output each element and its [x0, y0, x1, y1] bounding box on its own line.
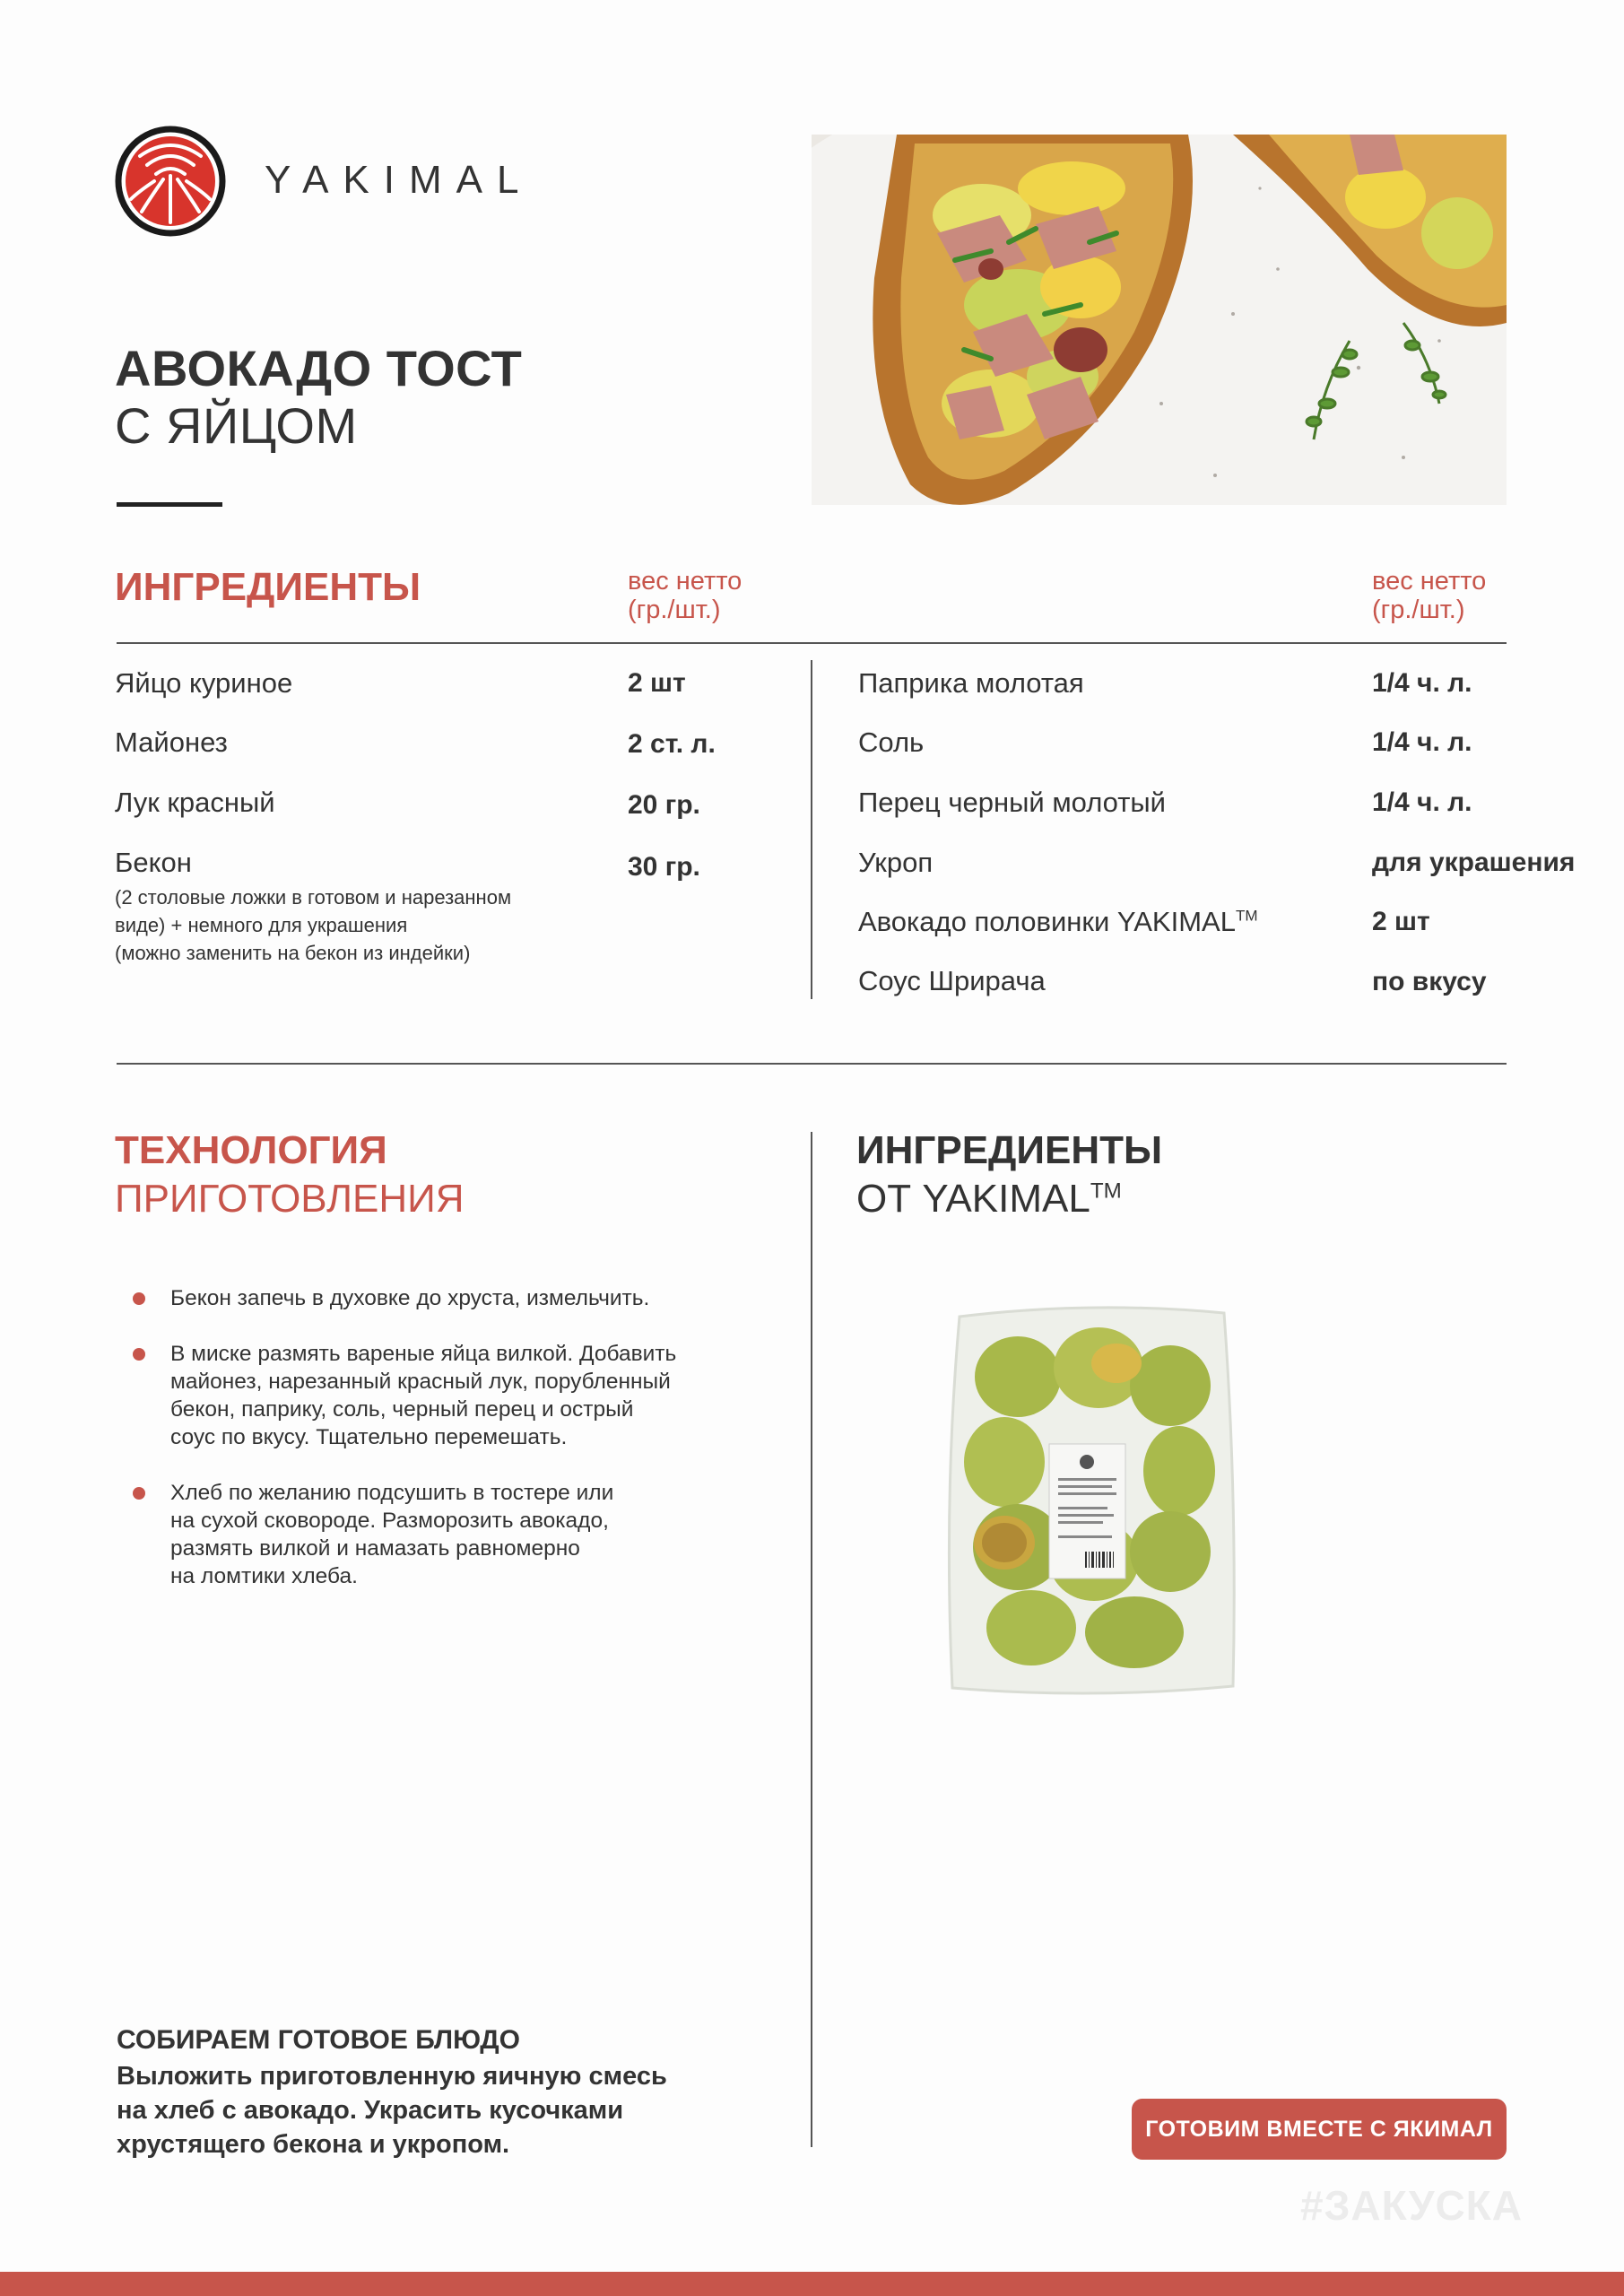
bullet-dot-icon — [133, 1292, 145, 1305]
ingredient-name: Яйцо куриное — [115, 667, 293, 699]
yakimal-logo-icon — [115, 126, 226, 237]
weight-header-right — [1372, 567, 1486, 624]
section-divider — [117, 1063, 1507, 1065]
steps-list — [133, 1284, 743, 1618]
step-line: бекон, паприку, соль, черный перец и острый — [170, 1397, 634, 1422]
step-item — [133, 1340, 743, 1451]
step-item — [133, 1479, 743, 1590]
cook-together-button[interactable]: ГОТОВИМ ВМЕСТЕ С ЯКИМАЛ — [1132, 2099, 1507, 2160]
avocado-package-photo — [942, 1300, 1242, 1700]
step-line: на сухой сковороде. Разморозить авокадо, — [170, 1509, 609, 1533]
bullet-dot-icon — [133, 1348, 145, 1361]
technology-heading: ТЕХНОЛОГИЯ — [115, 1128, 387, 1172]
weight-header-line1: вес нетто — [1372, 567, 1487, 596]
step-line: размять вилкой и намазать равномерно — [170, 1536, 580, 1561]
final-text-line: хрустящего бекона и укропом. — [117, 2130, 510, 2159]
ingredient-name: Перец черный молотый — [858, 787, 1166, 818]
final-assembly-text — [117, 2059, 744, 2161]
final-assembly-heading: СОБИРАЕМ ГОТОВОЕ БЛЮДО — [117, 2025, 520, 2055]
ingredient-name: Паприка молотая — [858, 667, 1084, 699]
ingredient-name: Бекон — [115, 847, 192, 878]
technology-subheading: ПРИГОТОВЛЕНИЯ — [115, 1177, 465, 1221]
ingredient-name: Укроп — [858, 847, 934, 878]
ingredients-heading: ИНГРЕДИЕНТЫ — [115, 565, 421, 609]
ingredient-note-line: виде) + немного для украшения — [115, 914, 408, 936]
trademark-mark: TM — [1090, 1178, 1122, 1204]
ingredient-qty: 30 гр. — [628, 852, 700, 882]
ingredient-qty: 2 шт — [1372, 907, 1430, 936]
ingredient-name: Соус Шрирача — [858, 965, 1046, 996]
category-hashtag: #ЗАКУСКА — [1300, 2182, 1523, 2229]
step-line: майонез, нарезанный красный лук, порубленный — [170, 1370, 671, 1394]
weight-header-line2: (гр./шт.) — [628, 596, 721, 624]
weight-header-left — [628, 567, 742, 624]
ingredient-name: Лук красный — [115, 787, 275, 818]
ingredient-qty: 1/4 ч. л. — [1372, 787, 1472, 817]
final-text-line: на хлеб с авокадо. Украсить кусочками — [117, 2096, 624, 2125]
trademark-mark: TM — [1235, 907, 1258, 925]
avocado-toast-photo — [812, 135, 1507, 505]
step-line: соус по вкусу. Тщательно перемешать. — [170, 1425, 568, 1449]
footer-bar — [0, 2272, 1624, 2296]
recipe-title: АВОКАДО ТОСТ — [115, 340, 523, 396]
ingredient-qty: 1/4 ч. л. — [1372, 727, 1472, 757]
step-line: Хлеб по желанию подсушить в тостере или — [170, 1481, 614, 1505]
yakimal-ingredients-subheading — [856, 1177, 1122, 1222]
subheading-text: ОТ YAKIMAL — [856, 1177, 1090, 1221]
ingredient-name: Майонез — [115, 726, 228, 758]
step-line: В миске размять вареные яйца вилкой. Добавить — [170, 1342, 677, 1366]
ingredient-name — [858, 906, 1258, 938]
weight-header-line1: вес нетто — [628, 567, 743, 596]
ingredients-divider — [117, 642, 1507, 644]
step-item — [133, 1284, 743, 1312]
ingredient-qty: 20 гр. — [628, 790, 700, 820]
brand-wordmark: YAKIMAL — [265, 158, 534, 202]
recipe-subtitle: С ЯЙЦОМ — [115, 397, 358, 454]
ingredient-qty: 2 ст. л. — [628, 729, 716, 759]
ingredients-column-divider — [811, 660, 812, 999]
ingredient-qty: для украшения — [1372, 848, 1576, 877]
ingredient-name-text: Авокадо половинки YAKIMAL — [858, 906, 1236, 937]
title-divider — [117, 502, 222, 507]
ingredient-note-line: (можно заменить на бекон из индейки) — [115, 942, 471, 964]
ingredient-note — [115, 883, 511, 967]
final-text-line: Выложить приготовленную яичную смесь — [117, 2062, 667, 2091]
lower-column-divider — [811, 1132, 812, 2147]
step-line: на ломтики хлеба. — [170, 1564, 358, 1588]
step-line: Бекон запечь в духовке до хруста, измельчить. — [170, 1286, 650, 1310]
ingredient-qty: по вкусу — [1372, 967, 1487, 996]
ingredient-qty: 2 шт — [628, 668, 686, 698]
weight-header-line2: (гр./шт.) — [1372, 596, 1465, 624]
ingredient-qty: 1/4 ч. л. — [1372, 668, 1472, 698]
bullet-dot-icon — [133, 1487, 145, 1500]
ingredient-note-line: (2 столовые ложки в готовом и нарезанном — [115, 886, 512, 909]
ingredient-name: Соль — [858, 726, 925, 758]
yakimal-ingredients-heading: ИНГРЕДИЕНТЫ — [856, 1128, 1163, 1172]
